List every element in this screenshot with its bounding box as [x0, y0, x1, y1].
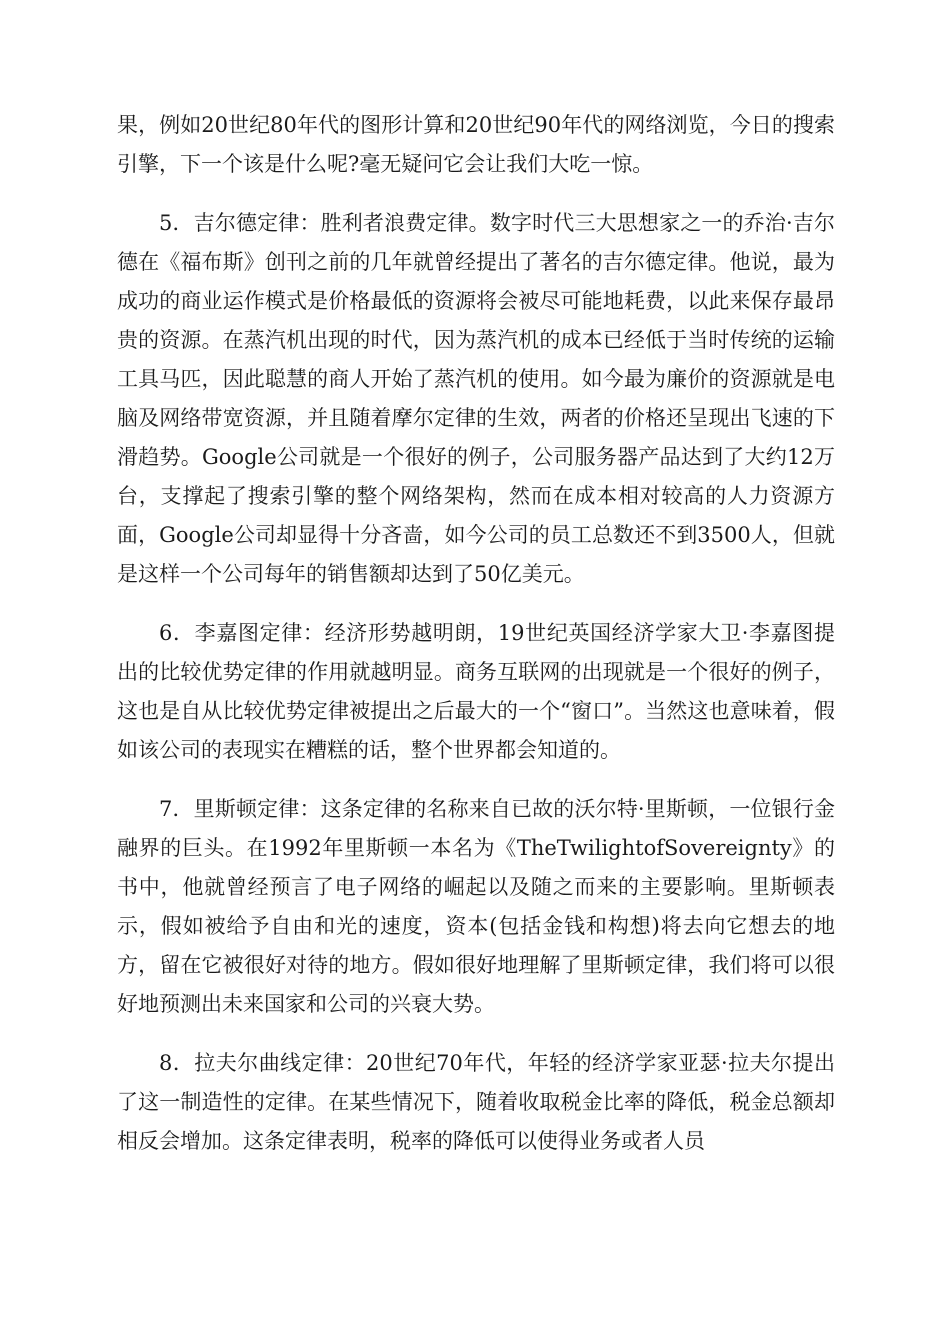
paragraph-gilder-law: 5．吉尔德定律：胜利者浪费定律。数字时代三大思想家之一的乔治·吉尔德在《福布斯》创刊之前的几年就曾经提出了著名的吉尔德定律。他说，最为成功的商业运作模式是价格最低的资源将会被尽可能地耗费，以此来保存最昂贵的资源。在蒸汽机出现的时代，因为蒸汽机的成本已经低于当时传统的运输工具马匹，因此聪慧的商人开始了蒸汽机的使用。如今最为廉价的资源就是电脑及网络带宽资源，并且随着摩尔定律的生效，两者的价格还呈现出飞速的下滑趋势。Google公司就是一个很好的例子，公司服务器产品达到了大约12万台，支撑起了搜索引擎的整个网络架构，然而在成本相对较高的人力资源方面，Google公司却显得十分吝啬，如今公司的员工总数还不到3500人，但就是这样一个公司每年的销售额却达到了50亿美元。 [117, 211, 835, 586]
paragraph-wriston-law: 7．里斯顿定律：这条定律的名称来自已故的沃尔特·里斯顿，一位银行金融界的巨头。在1992年里斯顿一本名为《TheTwilightofSovereignty》的书中，他就曾经预言了电子网络的崛起以及随之而来的主要影响。里斯顿表示，假如被给予自由和光的速度，资本(包括金钱和构想)将去向它想去的地方，留在它被很好对待的地方。假如很好地理解了里斯顿定律，我们将可以很好地预测出未来国家和公司的兴衰大势。 [117, 797, 835, 1016]
document-body [117, 106, 835, 1161]
paragraph-ricardo-law: 6．李嘉图定律：经济形势越明朗，19世纪英国经济学家大卫·李嘉图提出的比较优势定律的作用就越明显。商务互联网的出现就是一个很好的例子，这也是自从比较优势定律被提出之后最大的一个“窗口”。当然这也意味着，假如该公司的表现实在糟糕的话，整个世界都会知道的。 [117, 621, 835, 762]
paragraph-continuation: 果，例如20世纪80年代的图形计算和20世纪90年代的网络浏览，今日的搜索引擎，下一个该是什么呢?毫无疑问它会让我们大吃一惊。 [117, 113, 835, 176]
paragraph-laffer-law: 8．拉夫尔曲线定律：20世纪70年代，年轻的经济学家亚瑟·拉夫尔提出了这一制造性的定律。在某些情况下，随着收取税金比率的降低，税金总额却相反会增加。这条定律表明，税率的降低可以使得业务或者人员 [117, 1051, 835, 1153]
